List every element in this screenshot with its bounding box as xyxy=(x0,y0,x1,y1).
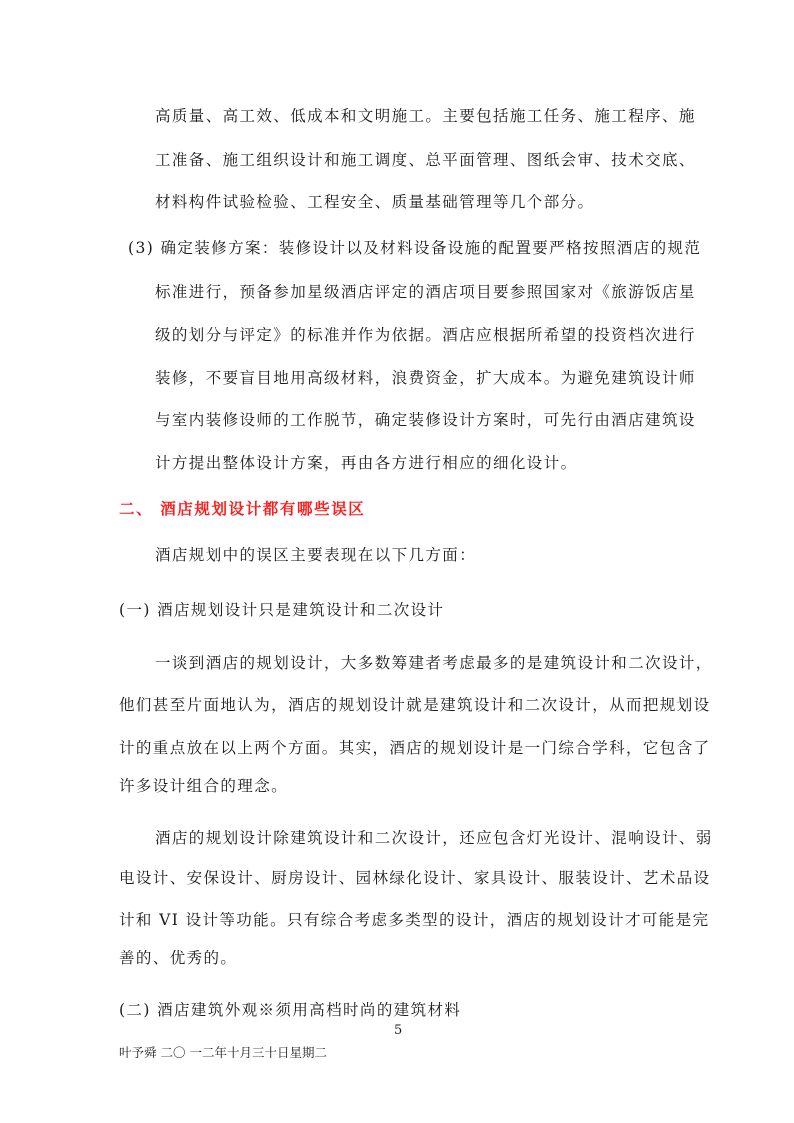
text-line: 级的划分与评定》的标准并作为依据。酒店应根据所希望的投资档次进行 xyxy=(155,326,696,344)
page-footer: 叶予舜 二〇 一二年十月三十日星期二 xyxy=(119,1045,327,1060)
text-line: 标准进行，预备参加星级酒店评定的酒店项目要参照国家对《旅游饭店星 xyxy=(155,283,696,301)
paragraph-line: 一谈到酒店的规划设计，大多数筹建者考虑最多的是建筑设计和二次设计， xyxy=(155,654,713,672)
paragraph-line: 许多设计组合的理念。 xyxy=(119,777,289,795)
page-number: 5 xyxy=(394,1023,403,1038)
text-line: 材料构件试验检验、工程安全、质量基础管理等几个部分。 xyxy=(155,193,595,211)
text-line: 工准备、施工组织设计和施工调度、总平面管理、图纸会审、技术交底、 xyxy=(155,151,696,169)
list-item-3: (3) 确定装修方案：装修设计以及材料设备设施的配置要严格按照酒店的规范 xyxy=(128,239,702,257)
text-line: 高质量、高工效、低成本和文明施工。主要包括施工任务、施工程序、施 xyxy=(155,107,696,125)
paragraph-line: 善的、优秀的。 xyxy=(119,949,238,967)
paragraph-line: 酒店的规划设计除建筑设计和二次设计，还应包含灯光设计、混响设计、弱 xyxy=(155,829,713,847)
subsection-heading: (二) 酒店建筑外观※须用高档时尚的建筑材料 xyxy=(119,1001,462,1019)
paragraph-line: 计和 VI 设计等功能。只有综合考虑多类型的设计，酒店的规划设计才可能是完 xyxy=(119,911,710,929)
paragraph-line: 计的重点放在以上两个方面。其实，酒店的规划设计是一门综合学科，它包含了 xyxy=(119,739,711,757)
paragraph-line: 酒店规划中的误区主要表现在以下几方面： xyxy=(155,546,477,564)
section-heading: 二、 酒店规划设计都有哪些误区 xyxy=(119,500,366,518)
paragraph-line: 他们甚至片面地认为，酒店的规划设计就是建筑设计和二次设计，从而把规划设 xyxy=(119,696,711,714)
paragraph-line: 电设计、安保设计、厨房设计、园林绿化设计、家具设计、服装设计、艺术品设 xyxy=(119,869,711,887)
text-line: 与室内装修设师的工作脱节，确定装修设计方案时，可先行由酒店建筑设 xyxy=(155,411,696,429)
text-line: 装修，不要盲目地用高级材料，浪费资金，扩大成本。为避免建筑设计师 xyxy=(155,369,696,387)
subsection-heading: (一) 酒店规划设计只是建筑设计和二次设计 xyxy=(119,601,445,619)
text-line: 计方提出整体设计方案，再由各方进行相应的细化设计。 xyxy=(155,454,578,472)
